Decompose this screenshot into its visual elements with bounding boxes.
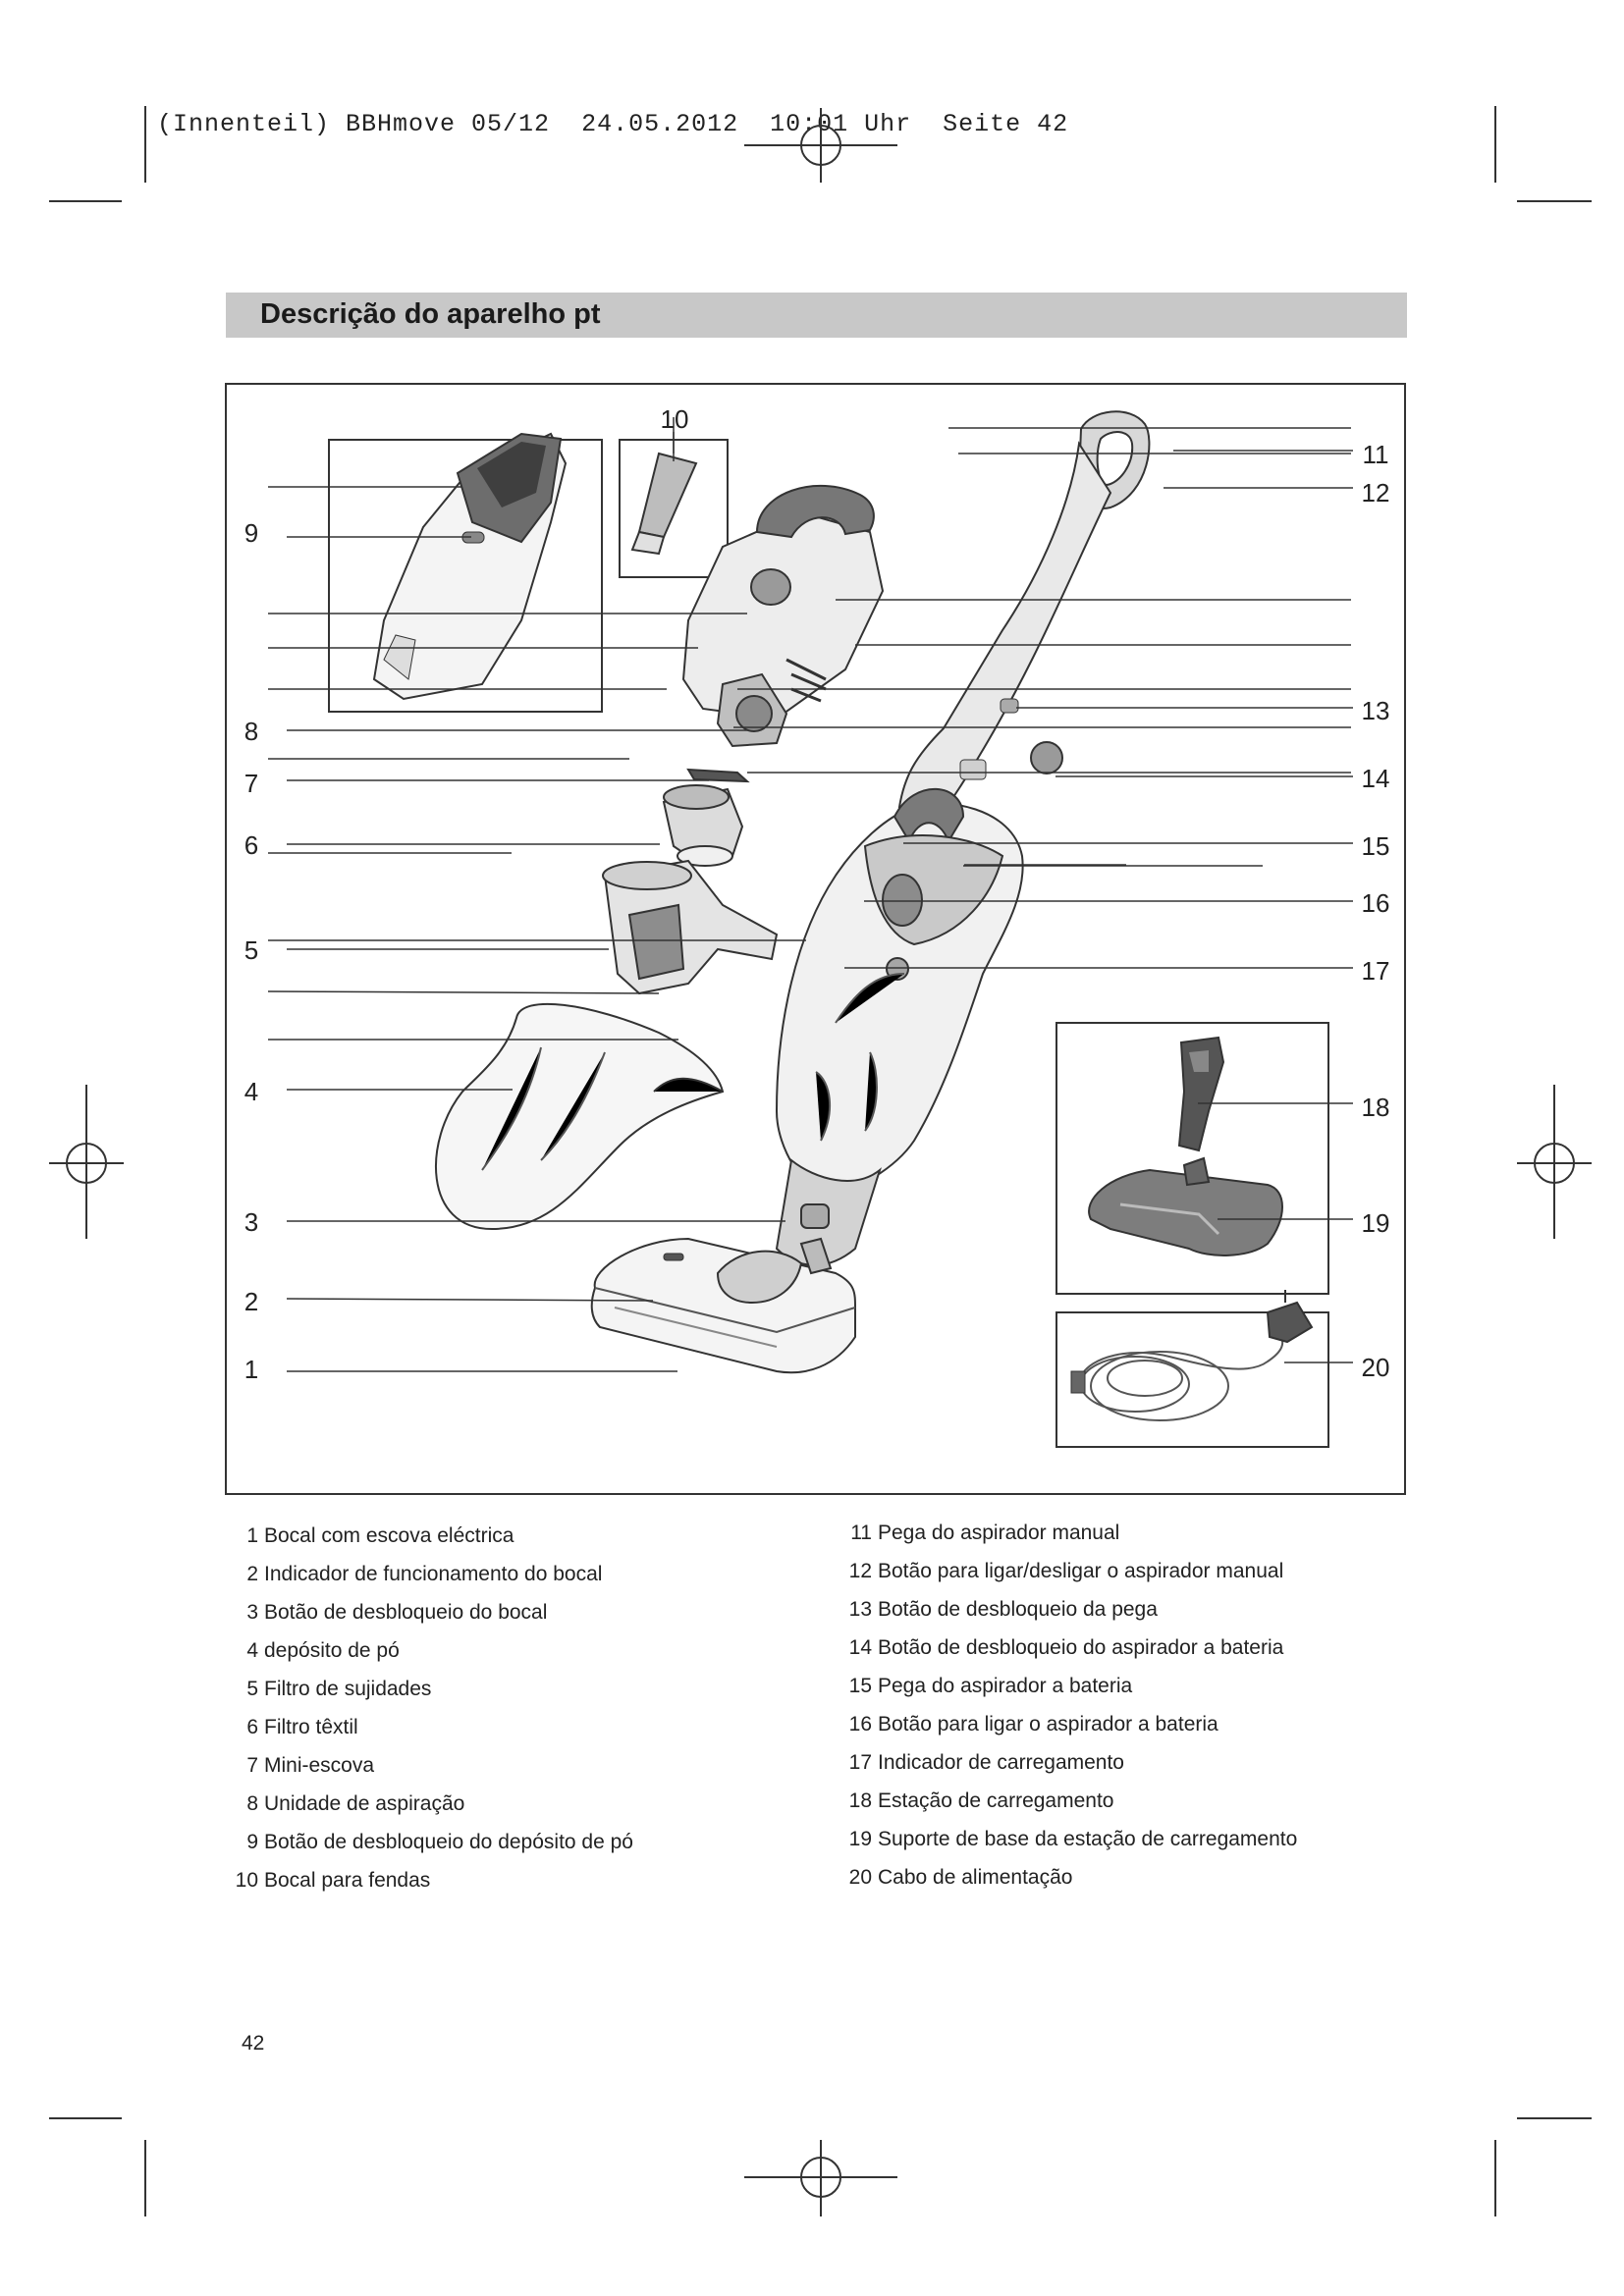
legend-item: 18 Estação de carregamento — [848, 1789, 1114, 1812]
callout-4: 4 — [244, 1077, 259, 1106]
callout-11: 11 — [1362, 440, 1389, 469]
legend-item: 13 Botão de desbloqueio da pega — [848, 1598, 1158, 1621]
callout-19: 19 — [1361, 1208, 1390, 1238]
legend-item: 2 Indicador de funcionamento do bocal — [246, 1563, 603, 1585]
legend-right — [839, 1514, 1297, 1896]
legend-item: 7 Mini-escova — [246, 1754, 375, 1777]
callout-13: 13 — [1361, 696, 1390, 725]
legend-item: 20 Cabo de alimentação — [848, 1866, 1073, 1889]
callout-1: 1 — [244, 1355, 259, 1384]
legend-item: 16 Botão para ligar o aspirador a bateria — [848, 1713, 1218, 1735]
legend-item: 1 Bocal com escova eléctrica — [246, 1524, 514, 1547]
legend-item: 15 Pega do aspirador a bateria — [848, 1675, 1133, 1697]
print-slug: (Innenteil) BBHmove 05/12 24.05.2012 10:01 Uhr Seite 42 — [157, 110, 1069, 138]
callout-5: 5 — [244, 935, 259, 965]
callout-8: 8 — [244, 717, 259, 746]
legend-item: 3 Botão de desbloqueio do bocal — [246, 1601, 548, 1624]
legend-item: 17 Indicador de carregamento — [848, 1751, 1124, 1774]
callout-9: 9 — [244, 518, 259, 548]
legend-item: 4 depósito de pó — [246, 1639, 400, 1662]
callout-10: 10 — [660, 404, 689, 434]
legend-item: 10 Bocal para fendas — [235, 1869, 431, 1892]
callout-16: 16 — [1361, 888, 1390, 918]
legend-item: 12 Botão para ligar/desligar o aspirador manual — [848, 1560, 1284, 1582]
callout-12: 12 — [1361, 478, 1390, 507]
callout-2: 2 — [244, 1287, 259, 1316]
callout-14: 14 — [1361, 764, 1390, 793]
callout-17: 17 — [1361, 956, 1390, 986]
legend-item: 9 Botão de desbloqueio do depósito de pó — [246, 1831, 633, 1853]
callout-7: 7 — [244, 769, 259, 798]
section-title: Descrição do aparelho pt — [260, 298, 601, 330]
legend-item: 5 Filtro de sujidades — [246, 1678, 432, 1700]
callout-20: 20 — [1361, 1353, 1390, 1382]
legend-item: 8 Unidade de aspiração — [246, 1792, 465, 1815]
legend-left — [226, 1517, 633, 1899]
callout-15: 15 — [1361, 831, 1390, 861]
legend-item: 6 Filtro têxtil — [246, 1716, 358, 1738]
callout-3: 3 — [244, 1207, 259, 1237]
callout-6: 6 — [244, 830, 259, 860]
legend-item: 19 Suporte de base da estação de carregamento — [848, 1828, 1298, 1850]
legend-item: 14 Botão de desbloqueio do aspirador a bateria — [848, 1636, 1284, 1659]
page-number: 42 — [242, 2032, 265, 2055]
legend-item: 11 Pega do aspirador manual — [850, 1522, 1120, 1544]
callout-18: 18 — [1361, 1093, 1390, 1122]
